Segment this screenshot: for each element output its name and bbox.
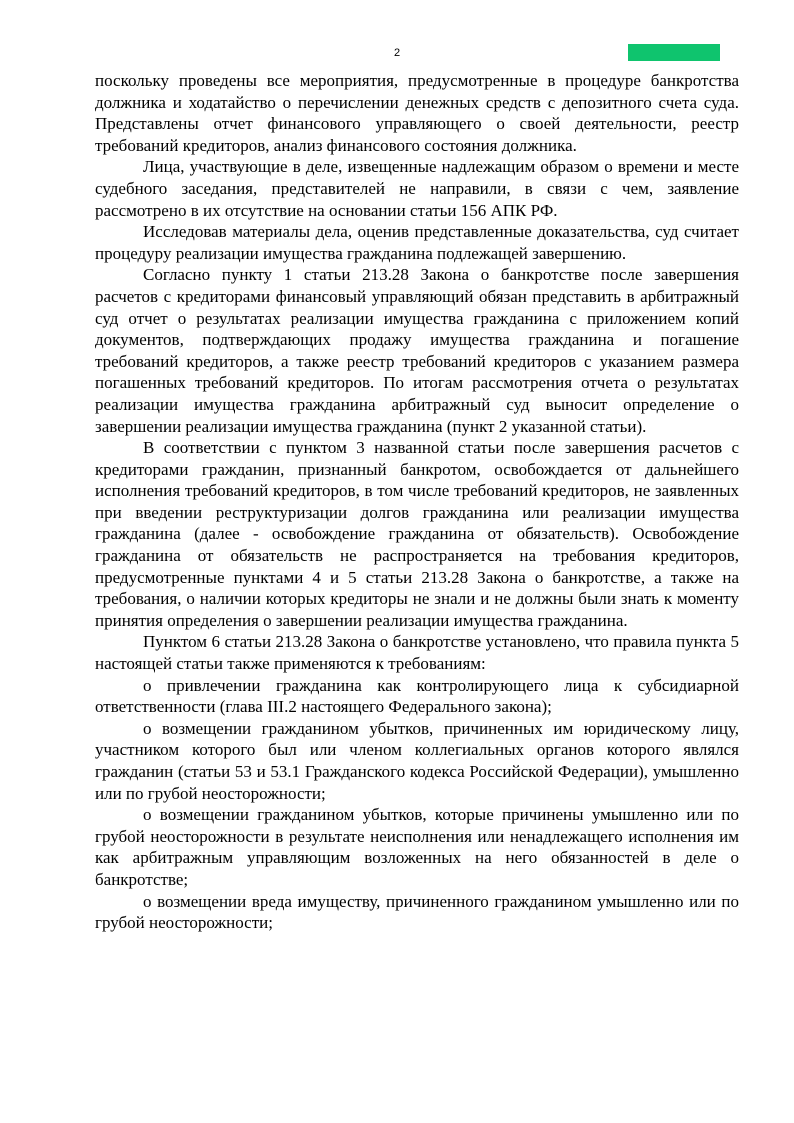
list-item-subsidiary-liability: о привлечении гражданина как контролирующего лица к субсидиарной ответственности (глава III.2 настоящего Федерального закона); [95,675,739,717]
green-marker [628,44,720,61]
paragraph-continuation: поскольку проведены все мероприятия, предусмотренные в процедуре банкротства должника и ходатайство о перечислении денежных средств с депозитного счета суда. Представлены отчет финансового управляющего о своей деятельности, реестр требований кредиторов, анализ финансового состояния должника. [95,71,739,155]
list-item-damages-arbitration-manager: о возмещении гражданином убытков, которые причинены умышленно или по грубой неосторожности в результате неисполнения или ненадлежащего исполнения им как арбитражным управляющим возложенных на него обязанностей в деле о банкротстве; [95,805,739,889]
page-number: 2 [393,47,401,59]
list-item-property-harm: о возмещении вреда имуществу, причиненного гражданином умышленно или по грубой неосторожности; [95,891,739,933]
paragraph-article-213-28-p6: Пунктом 6 статьи 213.28 Закона о банкротстве установлено, что правила пункта 5 настоящей статьи также применяются к требованиям: [95,632,739,674]
paragraph-article-213-28-p1: Согласно пункту 1 статьи 213.28 Закона о банкротстве после завершения расчетов с кредиторами финансовый управляющий обязан представить в арбитражный суд отчет о результатах реализации имущества гражданина с приложением копий документов, подтверждающих продажу имущества гражданина и погашение требований кредиторов, а также реестр требований кредиторов с указанием размера погашенных требований кредиторов. По итогам рассмотрения отчета о результатах реализации имущества гражданина арбитражный суд выносит определение о завершении реализации имущества гражданина (пункт 2 указанной статьи). [95,265,739,436]
paragraph-article-213-28-p3: В соответствии с пунктом 3 названной статьи после завершения расчетов с кредиторами гражданин, признанный банкротом, освобождается от дальнейшего исполнения требований кредиторов, в том числе требований кредиторов, не заявленных при введении реструктуризации долгов гражданина или реализации имущества гражданина (далее - освобождение гражданина от обязательств). Освобождение гражданина от обязательств не распространяется на требования кредиторов, предусмотренные пунктами 4 и 5 статьи 213.28 Закона о банкротстве, а также на требования, о наличии которых кредиторы не знали и не должны были знать к моменту принятия определения о завершении реализации имущества гражданина. [95,438,739,630]
paragraph-participants: Лица, участвующие в деле, извещенные надлежащим образом о времени и месте судебного заседания, представителей не направили, в связи с чем, заявление рассмотрено в их отсутствие на основании статьи 156 АПК РФ. [95,157,739,220]
document-body [95,70,739,934]
list-item-damages-legal-entity: о возмещении гражданином убытков, причиненных им юридическому лицу, участником которого был или членом коллегиальных органов которого являлся гражданин (статьи 53 и 53.1 Гражданского кодекса Российской Федерации), умышленно или по грубой неосторожности; [95,718,739,803]
paragraph-court-opinion: Исследовав материалы дела, оценив представленные доказательства, суд считает процедуру реализации имущества гражданина подлежащей завершению. [95,222,739,263]
